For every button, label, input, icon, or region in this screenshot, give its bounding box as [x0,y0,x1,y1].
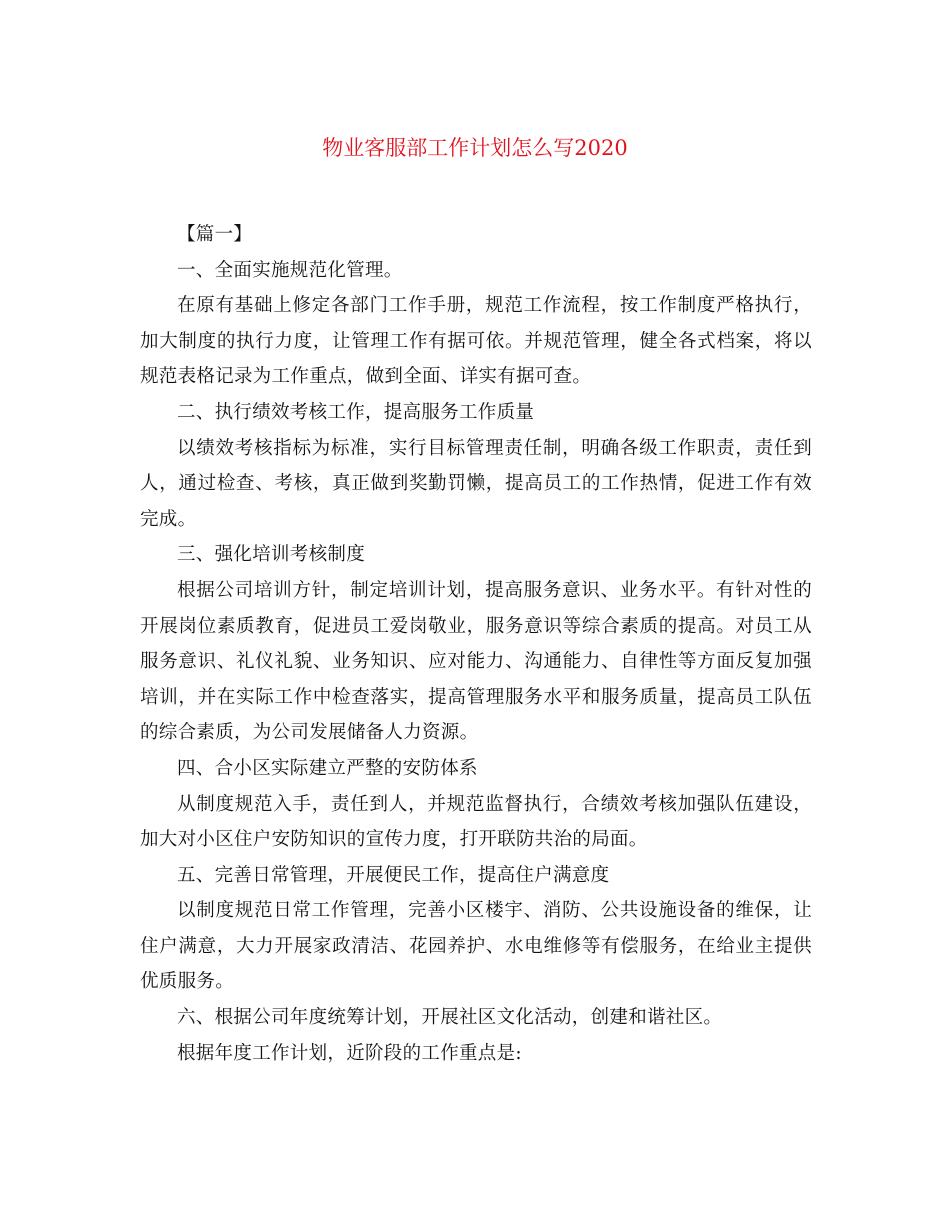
document-body [140,217,812,1071]
heading-1: 一、全面实施规范化管理。 [177,259,403,281]
paragraph-1: 在原有基础上修定各部门工作手册，规范工作流程，按工作制度严格执行，加大制度的执行力度，让管理工作有据可依。并规范管理，健全各式档案，将以规范表格记录为工作重点，做到全面、详实有据可查。 [140,295,812,388]
heading-2: 二、执行绩效考核工作，提高服务工作质量 [177,401,535,423]
paragraph-3: 根据公司培训方针，制定培训计划，提高服务意识、业务水平。有针对性的开展岗位素质教育，促进员工爱岗敬业，服务意识等综合素质的提高。对员工从服务意识、礼仪礼貌、业务知识、应对能力、沟通能力、自律性等方面反复加强培训，并在实际工作中检查落实，提高管理服务水平和服务质量，提高员工队伍的综合素质，为公司发展储备人力资源。 [140,579,812,744]
document-title: 物业客服部工作计划怎么写2020 [322,136,628,160]
heading-6: 六、根据公司年度统筹计划，开展社区文化活动，创建和谐社区。 [177,1007,723,1029]
section-label: 【篇一】 [177,224,253,245]
heading-3: 三、强化培训考核制度 [177,544,366,566]
paragraph-2: 以绩效考核指标为标准，实行目标管理责任制，明确各级工作职责，责任到人，通过检查、考核，真正做到奖勤罚懒，提高员工的工作热情，促进工作有效完成。 [140,437,812,530]
paragraph-4: 从制度规范入手，责任到人，并规范监督执行，合绩效考核加强队伍建设，加大对小区住户安防知识的宣传力度，打开联防共治的局面。 [140,793,812,851]
heading-4: 四、合小区实际建立严整的安防体系 [177,757,478,779]
heading-5: 五、完善日常管理，开展便民工作，提高住户满意度 [177,864,610,886]
paragraph-6: 根据年度工作计划，近阶段的工作重点是: [177,1042,522,1064]
paragraph-5: 以制度规范日常工作管理，完善小区楼宇、消防、公共设施设备的维保，让住户满意，大力开展家政清洁、花园养护、水电维修等有偿服务，在给业主提供优质服务。 [140,900,812,993]
